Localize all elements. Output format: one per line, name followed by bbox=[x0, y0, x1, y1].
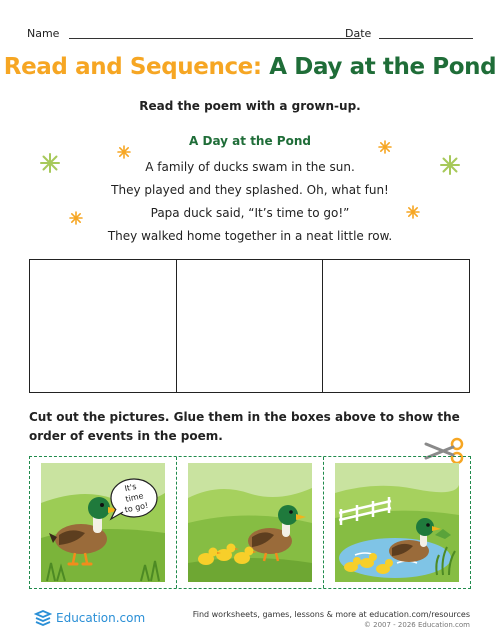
footer-info bbox=[193, 610, 470, 629]
sequence-box-2[interactable] bbox=[177, 260, 324, 392]
title-part-2: A Day at the Pond bbox=[269, 54, 497, 80]
footer-copyright: © 2007 - 2026 Education.com bbox=[363, 621, 470, 629]
poem-line: A family of ducks swam in the sun. bbox=[145, 160, 355, 174]
poem-line: Papa duck said, “It’s time to go!” bbox=[150, 206, 350, 220]
name-label: Name bbox=[27, 27, 60, 40]
ducks-walking-picture bbox=[188, 463, 312, 582]
poem-line: They played and they splashed. Oh, what fun! bbox=[111, 183, 389, 197]
ducks-swimming-picture bbox=[335, 463, 459, 582]
papa-duck-picture bbox=[41, 463, 165, 582]
education-logo[interactable] bbox=[34, 610, 145, 626]
poem-line: They walked home together in a neat little row. bbox=[107, 229, 393, 243]
cutout-cell-1[interactable] bbox=[30, 457, 177, 588]
date-line[interactable] bbox=[379, 38, 473, 39]
date-label: Date bbox=[345, 27, 372, 40]
sequence-boxes bbox=[29, 259, 470, 393]
sequence-box-1[interactable] bbox=[30, 260, 177, 392]
footer bbox=[0, 606, 500, 640]
footer-tagline: Find worksheets, games, lessons & more at education.com/resources bbox=[192, 610, 470, 619]
poem-title: A Day at the Pond bbox=[189, 134, 311, 148]
speech-bubble-text: It's bbox=[123, 481, 138, 494]
speech-bubble-text: time bbox=[124, 491, 145, 504]
cut-instruction: Cut out the pictures. Glue them in the boxes above to show the order of events in the poem. bbox=[29, 410, 460, 443]
sequence-box-3[interactable] bbox=[323, 260, 469, 392]
header-row bbox=[27, 27, 473, 41]
name-line[interactable] bbox=[69, 38, 361, 39]
cutout-cell-3[interactable] bbox=[324, 457, 470, 588]
title-part-1: Read and Sequence: bbox=[3, 54, 262, 80]
page-title bbox=[0, 54, 500, 80]
education-logo-text: Education.com bbox=[56, 611, 146, 625]
education-logo-icon bbox=[34, 610, 52, 626]
instruction: Read the poem with a grown-up. bbox=[139, 99, 361, 113]
poem bbox=[0, 134, 500, 248]
cutout-strip bbox=[29, 456, 471, 589]
cutout-cell-2[interactable] bbox=[177, 457, 324, 588]
speech-bubble-text: to go! bbox=[123, 500, 150, 515]
